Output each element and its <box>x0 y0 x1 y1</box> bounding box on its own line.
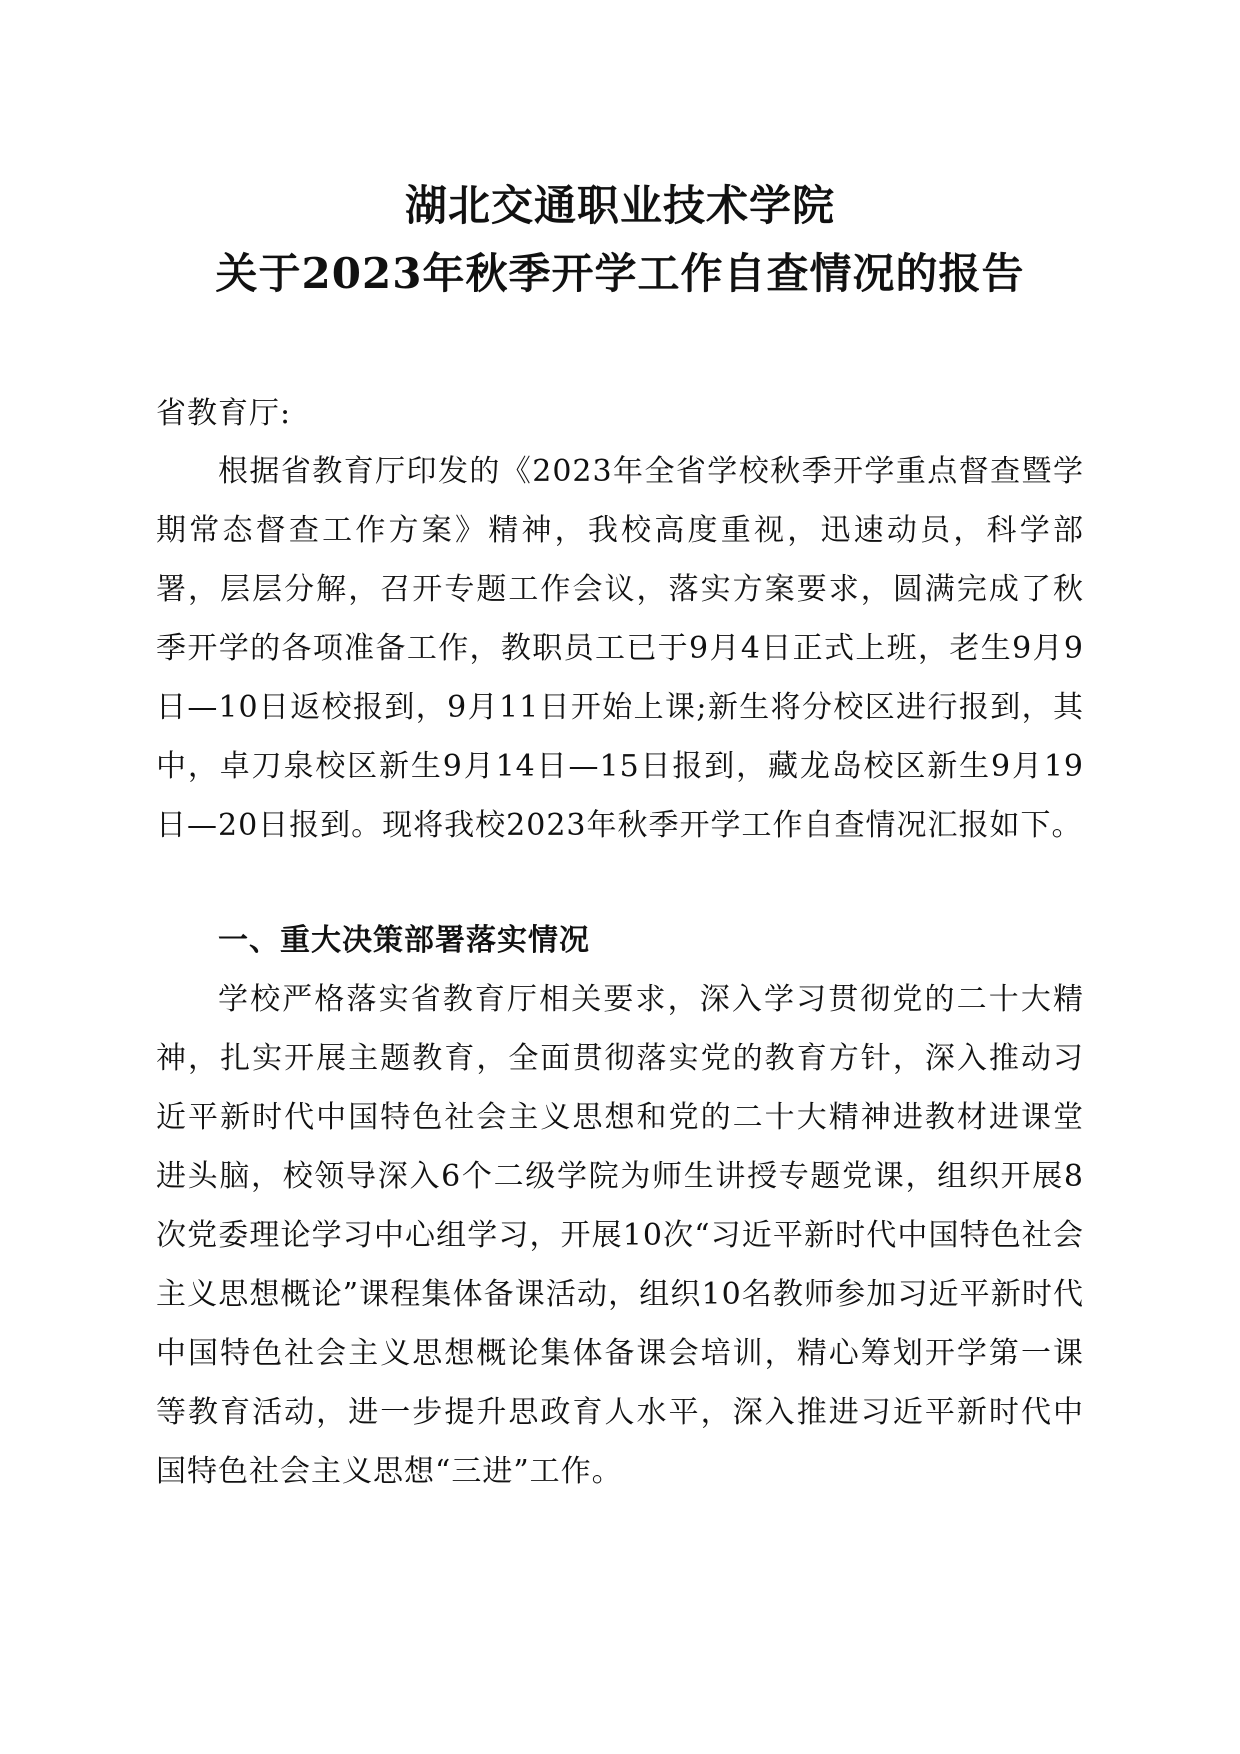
paragraph-section-1: 学校严格落实省教育厅相关要求，深入学习贯彻党的二十大精神，扎实开展主题教育，全面贯彻落实党的教育方针，深入推动习近平新时代中国特色社会主义思想和党的二十大精神进教材进课堂进头脑，校领导深入6个二级学院为师生讲授专题党课，组织开展8次党委理论学习中心组学习，开展10次“习近平新时代中国特色社会主义思想概论”课程集体备课活动，组织10名教师参加习近平新时代中国特色社会主义思想概论集体备课会培训，精心筹划开学第一课等教育活动，进一步提升思政育人水平，深入推进习近平新时代中国特色社会主义思想“三进”工作。 <box>156 982 1084 1489</box>
paragraph-intro: 根据省教育厅印发的《2023年全省学校秋季开学重点督查暨学期常态督查工作方案》精神，我校高度重视，迅速动员，科学部署，层层分解，召开专题工作会议，落实方案要求，圆满完成了秋季开学的各项准备工作，教职员工已于9月4日正式上班，老生9月9日—10日返校报到，9月11日开始上课;新生将分校区进行报到，其中，卓刀泉校区新生9月14日—15日报到，藏龙岛校区新生9月19日—20日报到。现将我校2023年秋季开学工作自查情况汇报如下。 <box>156 454 1084 843</box>
document-title-line-2: 关于2023年秋季开学工作自查情况的报告 <box>215 249 1025 298</box>
section-heading-1: 一、重大决策部署落实情况 <box>218 923 590 958</box>
salutation: 省教育厅: <box>156 396 292 431</box>
document-title-line-1: 湖北交通职业技术学院 <box>404 181 835 230</box>
